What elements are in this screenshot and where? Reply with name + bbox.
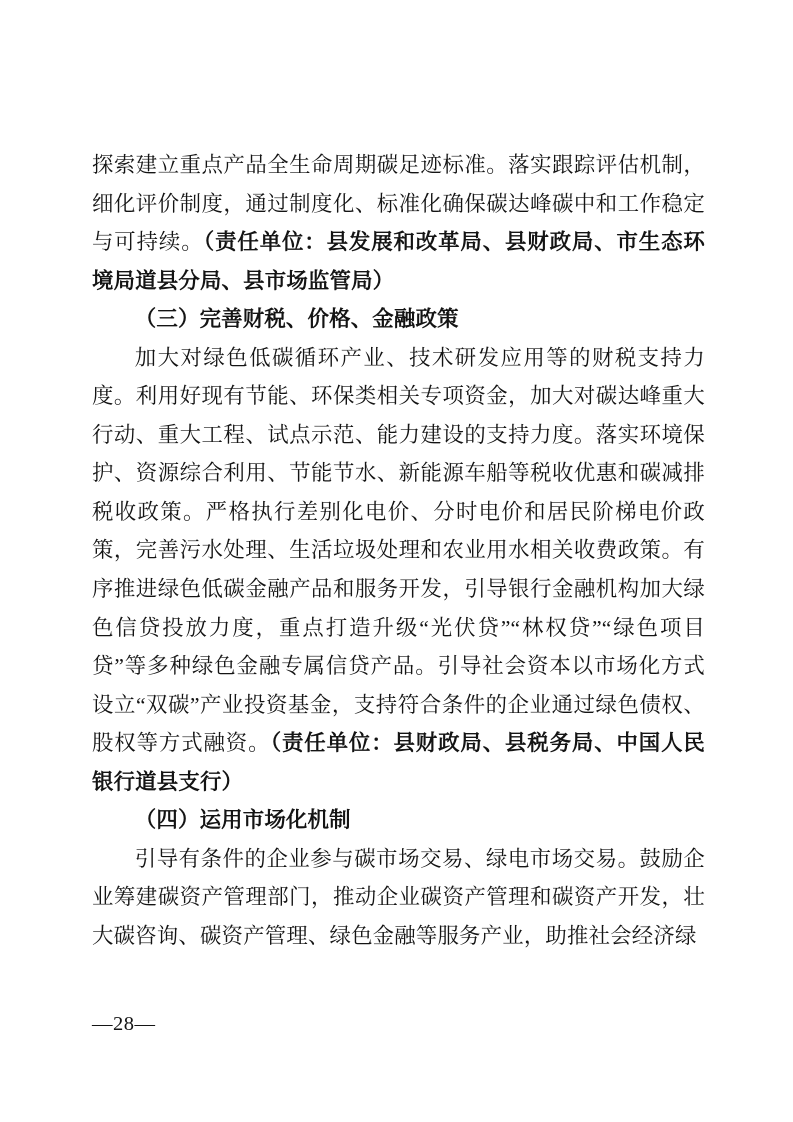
paragraph-market-mechanism: [92, 840, 705, 956]
section-heading-finance-policy: （三）完善财税、价格、金融政策: [134, 307, 459, 332]
page-number: —28—: [92, 1013, 156, 1035]
responsible-unit-text: （责任单位：县发展和改革局、县财政局、市生态环境局道县分局、县市场监管局）: [92, 230, 705, 293]
paragraph-finance-policy: [92, 339, 705, 802]
section-heading-market-mechanism: （四）运用市场化机制: [134, 808, 351, 833]
page-footer: [92, 1010, 156, 1038]
responsible-unit-text: （责任单位：县财政局、县税务局、中国人民银行道县支行）: [92, 731, 705, 794]
paragraph-finance-policy-text: 加大对绿色低碳循环产业、技术研发应用等的财税支持力度。利用好现有节能、环保类相关专项资金，加大对碳达峰重大行动、重大工程、试点示范、能力建设的支持力度。落实环境保护、资源综合利用、节能节水、新能源车船等税收优惠和碳减排税收政策。严格执行差别化电价、分时电价和居民阶梯电价政策，完善污水处理、生活垃圾处理和农业用水相关收费政策。有序推进绿色低碳金融产品和服务开发，引导银行金融机构加大绿色信贷投放力度，重点打造升级“光伏贷”“林权贷”“绿色项目贷”等多种绿色金融专属信贷产品。引导社会资本以市场化方式设立“双碳”产业投资基金，支持符合条件的企业通过绿色债权、股权等方式融资。: [92, 345, 705, 756]
paragraph-market-mechanism-text: 引导有条件的企业参与碳市场交易、绿电市场交易。鼓励企业筹建碳资产管理部门，推动企业碳资产管理和碳资产开发，壮大碳咨询、碳资产管理、绿色金融等服务产业，助推社会经济绿: [92, 846, 705, 948]
document-body: [92, 146, 705, 955]
paragraph-continuation: [92, 146, 705, 300]
paragraph-continuation-text: 探索建立重点产品全生命周期碳足迹标准。落实跟踪评估机制，细化评价制度，通过制度化、标准化确保碳达峰碳中和工作稳定与可持续。: [92, 153, 705, 255]
